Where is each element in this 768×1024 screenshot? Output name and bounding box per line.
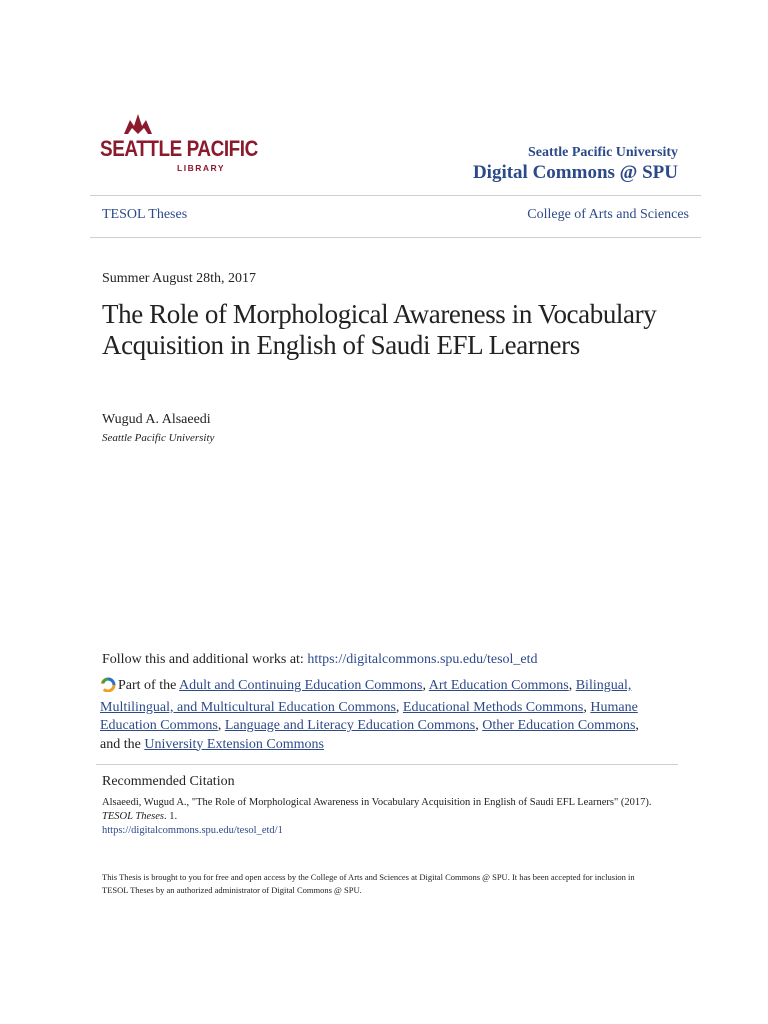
citation-url-link[interactable]: https://digitalcommons.spu.edu/tesol_etd/1 <box>102 825 283 836</box>
follow-line <box>102 652 538 668</box>
author-affiliation: Seattle Pacific University <box>102 432 215 444</box>
series-link[interactable]: TESOL Theses <box>102 207 188 222</box>
last-prefix: and the <box>100 736 145 752</box>
publication-date: Summer August 28th, 2017 <box>102 271 257 286</box>
access-notice: This Thesis is brought to you for free and open access by the College of Arts and Sciences at Digital Commons @ SPU. It has been accepted for inclusion in TESOL Theses by an authorized administrator of Digital Commons @ SPU. <box>102 872 635 895</box>
part-of-prefix: Part of the <box>118 678 180 693</box>
commons-link[interactable]: Other Education Commons <box>482 718 636 733</box>
citation-number: . 1. <box>163 811 178 822</box>
collection-url-link[interactable]: https://digitalcommons.spu.edu/tesol_etd <box>307 652 538 667</box>
open-access-icon <box>100 676 116 699</box>
commons-link[interactable]: Humane Education Commons <box>100 699 638 733</box>
citation-block <box>102 796 682 838</box>
follow-label: Follow this and additional works at: <box>102 652 308 667</box>
library-logo[interactable] <box>100 110 258 182</box>
disciplines-paragraph: Part of the Adult and Continuing Education Commons, Art Education Commons, Bilingual, Multilingual, and Multicultural Education Commons, Educational Methods Commons, Humane Education Commons, Language and Literacy Education Commons, Other Education Commons, and the University Extension Commons <box>100 678 639 752</box>
citation-divider <box>96 764 678 765</box>
citation-text: Alsaeedi, Wugud A., "The Role of Morphological Awareness in Vocabulary Acquisition in English of Saudi EFL Learners" (2017). <box>102 797 652 808</box>
commons-link[interactable]: Art Education Commons <box>428 678 569 693</box>
commons-link[interactable]: Adult and Continuing Education Commons <box>179 678 423 693</box>
flame-logo-icon <box>120 110 156 136</box>
commons-link[interactable]: Educational Methods Commons <box>402 699 584 715</box>
university-name[interactable]: Seattle Pacific University <box>527 145 678 160</box>
header-divider <box>90 195 701 196</box>
logo-title: SEATTLE PACIFIC <box>100 136 258 161</box>
citation-heading: Recommended Citation <box>102 774 235 789</box>
citation-series: TESOL Theses <box>102 811 164 822</box>
repository-name[interactable]: Digital Commons @ SPU <box>472 162 678 183</box>
commons-link[interactable]: Language and Literacy Education Commons <box>224 718 476 733</box>
logo-subtitle: LIBRARY <box>177 163 225 173</box>
author-name: Wugud A. Alsaeedi <box>102 412 211 427</box>
college-link[interactable]: College of Arts and Sciences <box>527 207 689 222</box>
thesis-title: The Role of Morphological Awareness in Vocabulary Acquisition in English of Saudi EFL Learners <box>102 299 657 360</box>
commons-link[interactable]: University Extension Commons <box>144 736 324 752</box>
commons-link[interactable]: Bilingual, Multilingual, and Multicultural Education Commons <box>100 678 632 715</box>
nav-divider <box>90 237 701 238</box>
